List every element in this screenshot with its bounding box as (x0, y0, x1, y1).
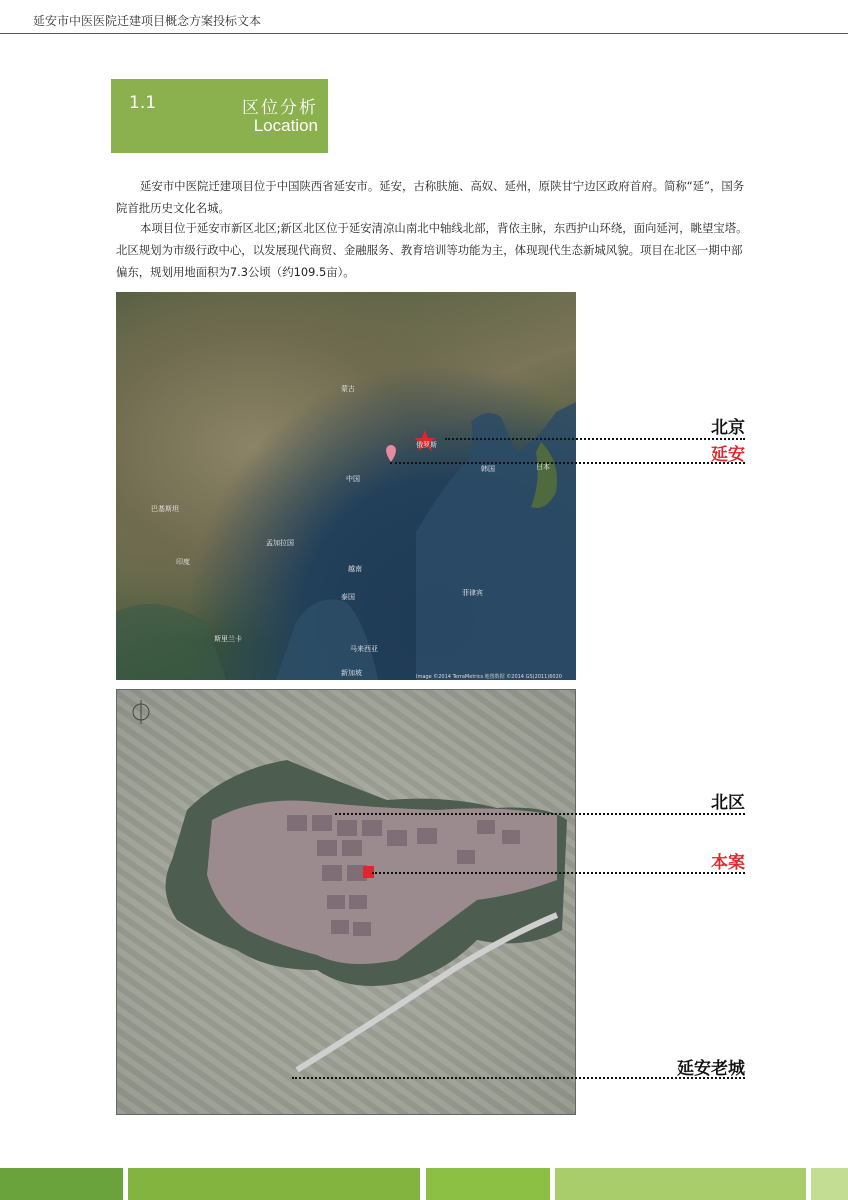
north-district-leader-line (335, 813, 745, 815)
site-paragraph: 本项目位于延安市新区北区;新区北区位于延安清凉山南北中轴线北部，背依主脉，东西护山环绕，面向延河，眺望宝塔。北区规划为市级行政中心，以发展现代商贸、金融服务、教育培训等功能为主，体现现代生态新城风貌。项目在北区一期中部偏东，规划用地面积为7.3公顷（约109.5亩）。 (116, 221, 748, 279)
section-number: 1.1 (129, 93, 157, 113)
footer-bar (426, 1168, 550, 1200)
document-title: 延安市中医医院迁建项目概念方案投标文本 (33, 14, 262, 28)
project-label: 本案 (711, 853, 745, 873)
map-place-label: 新加坡 (341, 669, 362, 677)
footer-bar (811, 1168, 848, 1200)
map-place-label: 俄罗斯 (416, 441, 437, 449)
yanan-pin-icon (386, 445, 396, 462)
section-title: 区位分析 (242, 98, 318, 118)
beijing-label: 北京 (711, 418, 745, 438)
map-place-label: 韩国 (481, 465, 495, 473)
ocean-area (416, 402, 576, 680)
map-place-label: 中国 (346, 475, 360, 483)
yanan-label: 延安 (711, 445, 745, 465)
map-place-label: 印度 (176, 558, 190, 566)
footer-bar (555, 1168, 806, 1200)
map-place-label: 越南 (348, 565, 362, 573)
bay-area (276, 600, 378, 681)
map-place-label: 泰国 (341, 593, 355, 601)
section-heading (111, 79, 328, 153)
lowland-area (116, 604, 226, 680)
map-place-label: 马来西亚 (350, 645, 378, 653)
page-header (0, 0, 848, 34)
map-attribution: Image ©2014 TerraMetrics 地图数据 ©2014 GS(2011)6020 (416, 674, 562, 680)
map-place-label: 孟加拉国 (266, 539, 294, 547)
map-place-label: 日本 (536, 463, 550, 471)
regional-satellite-map (116, 292, 576, 680)
footer-bar (128, 1168, 420, 1200)
footer-bar (0, 1168, 123, 1200)
district-plan-map (116, 689, 576, 1115)
section-subtitle: Location (253, 116, 318, 135)
map-place-label: 巴基斯坦 (151, 505, 179, 513)
map-place-label: 菲律宾 (462, 589, 483, 597)
map-place-label: 斯里兰卡 (214, 635, 242, 643)
intro-paragraph: 延安市中医院迁建项目位于中国陕西省延安市。延安，古称肤施、高奴、延州，原陕甘宁边区政府首府。简称“延”，国务院首批历史文化名城。 (116, 179, 745, 215)
map-place-label: 蒙古 (341, 385, 355, 393)
north-district-label: 北区 (711, 793, 745, 813)
old-city-label: 延安老城 (677, 1059, 745, 1079)
